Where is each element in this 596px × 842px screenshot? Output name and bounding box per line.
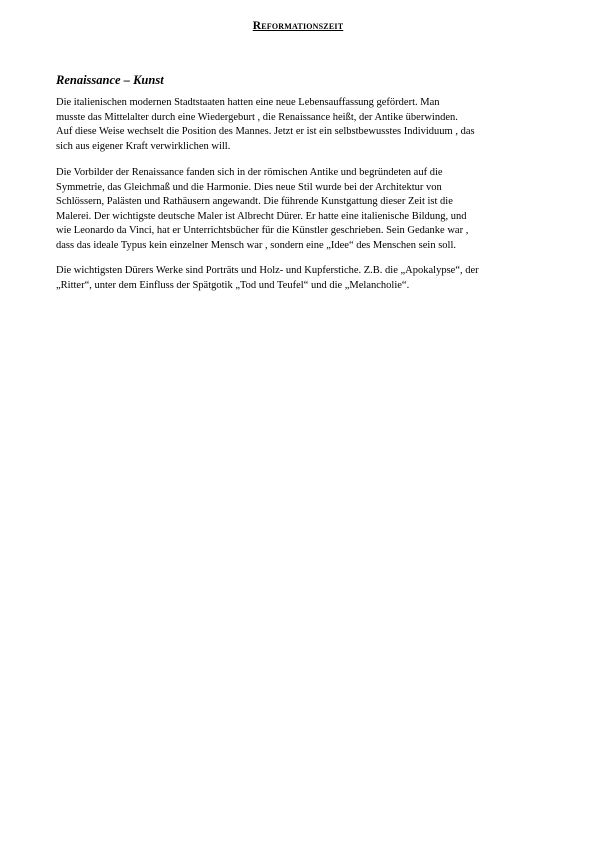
paragraph-line: Die wichtigsten Dürers Werke sind Porträts und Holz- und Kupferstiche. Z.B. die „Apokalypse“, der (56, 265, 479, 276)
paragraph-line: Die italienischen modernen Stadtstaaten hatten eine neue Lebensauffassung gefördert. Man (56, 97, 440, 108)
paragraph-line: Schlössern, Palästen und Rathäusern angewandt. Die führende Kunstgattung dieser Zeit ist die (56, 196, 453, 208)
paragraph-line: „Ritter“, unter dem Einfluss der Spätgotik „Tod und Teufel“ und die „Melancholie“. (56, 279, 410, 291)
paragraph-3 (56, 264, 544, 293)
page-title: Reformationszeit (252, 20, 344, 32)
paragraph-line: Malerei. Der wichtigste deutsche Maler ist Albrecht Dürer. Er hatte eine italienische Bildung, und (56, 210, 467, 222)
paragraph-line: sich aus eigener Kraft verwirklichen will. (56, 140, 231, 152)
paragraph-line: Auf diese Weise wechselt die Position des Mannes. Jetzt er ist ein selbstbewusstes Individuum , das (56, 126, 475, 138)
paragraph-line: musste das Mittelalter durch eine Wiedergeburt , die Renaissance heißt, der Antike überwinden. (56, 111, 458, 123)
paragraph-line: Die Vorbilder der Renaissance fanden sich in der römischen Antike und begründeten auf die (56, 167, 443, 178)
paragraph-line: wie Leonardo da Vinci, hat er Unterrichtsbücher für die Künstler geschrieben. Sein Gedanke war , (56, 225, 469, 237)
paragraph-1 (56, 96, 544, 154)
section-heading: Renaissance – Kunst (56, 73, 164, 87)
paragraph-2 (56, 166, 544, 254)
paragraph-line: Symmetrie, das Gleichmaß und die Harmonie. Dies neue Stil wurde bei der Architektur von (56, 181, 442, 193)
paragraph-line: dass das ideale Typus kein einzelner Mensch war , sondern eine „Idee“ des Menschen sein soll. (56, 239, 456, 251)
